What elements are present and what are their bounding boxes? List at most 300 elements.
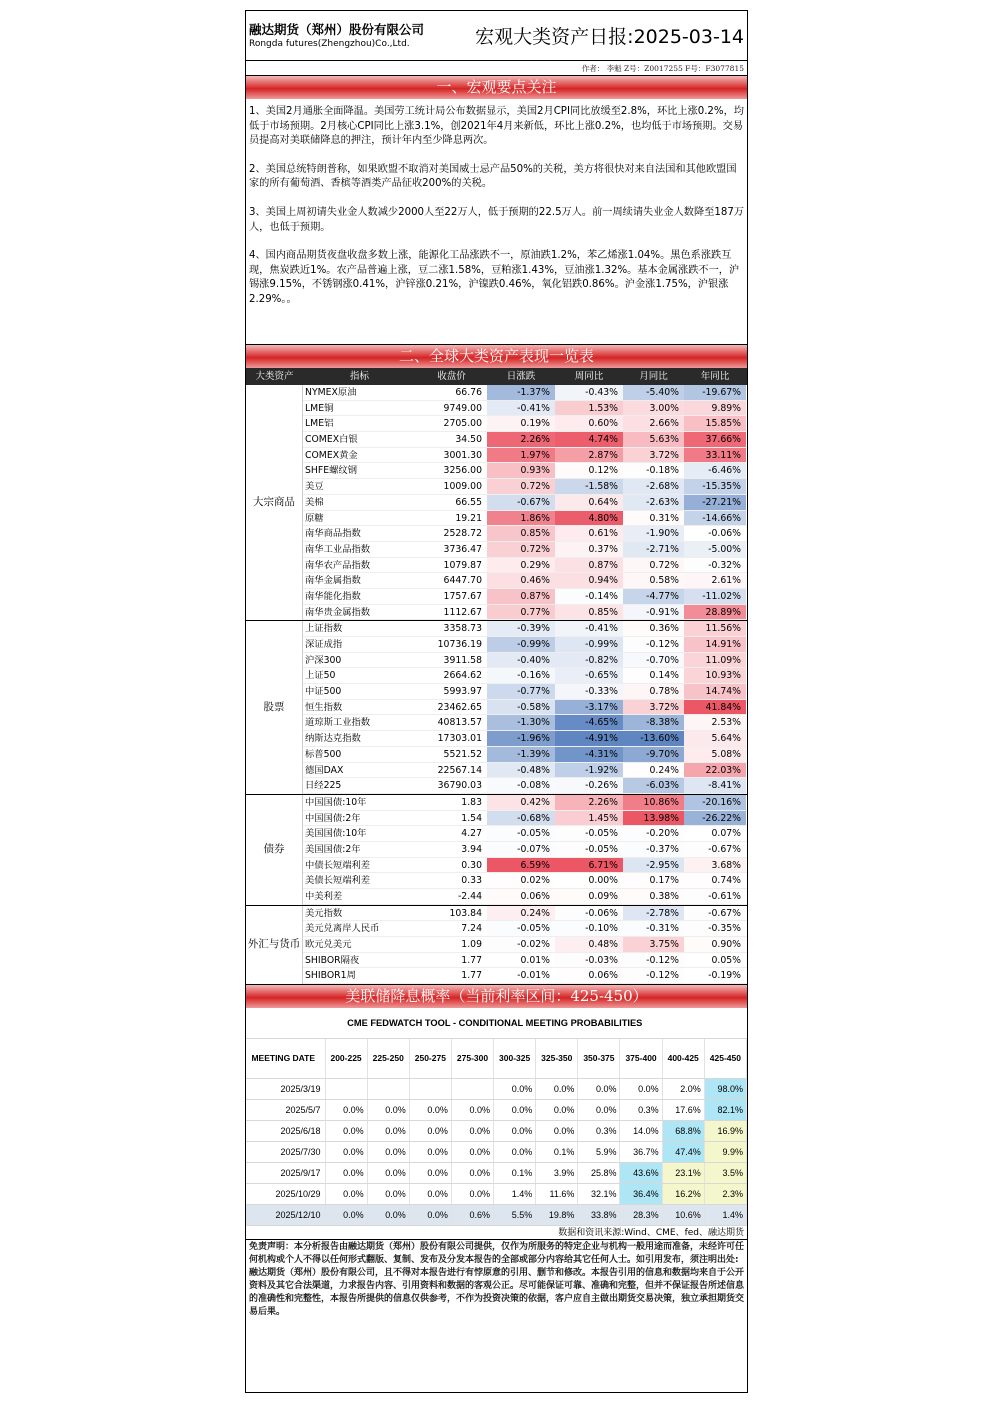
cell-value: -2.68%: [623, 479, 684, 494]
cell-value: 11.09%: [684, 653, 746, 668]
cme-column-header: 350-375: [578, 1038, 620, 1078]
cell-value: 2528.72: [443, 528, 482, 540]
report-header: [246, 11, 747, 61]
table-row: [303, 842, 747, 858]
cell-value: 0.31%: [649, 512, 679, 524]
cell-value: -6.46%: [684, 463, 746, 478]
cell-value: 0.60%: [555, 416, 623, 431]
cell-value: -0.12%: [646, 639, 679, 650]
probability-cell: 0.0%: [494, 1120, 536, 1141]
cell-value: -8.38%: [623, 715, 684, 730]
cell-value: 5.08%: [684, 747, 746, 762]
cell-value: -0.05%: [585, 828, 618, 840]
cell-value: 34.50: [455, 434, 482, 446]
cell-value: -5.40%: [623, 385, 684, 400]
cell-value: -0.40%: [487, 653, 555, 668]
indicator-name: 沪深300: [305, 654, 342, 666]
cell-value: -0.67%: [708, 843, 741, 855]
asset-group: [246, 385, 747, 621]
cell-value: 3256.00: [443, 465, 482, 477]
cell-value: 0.12%: [588, 465, 618, 477]
asset-table: [246, 385, 747, 985]
probability-cell: 19.8%: [536, 1204, 578, 1225]
cell-value: -0.14%: [585, 590, 618, 602]
cell-value: -0.37%: [646, 843, 679, 855]
cell-value: -0.48%: [487, 763, 555, 778]
probability-cell: 0.0%: [409, 1183, 451, 1204]
probability-cell: 23.1%: [662, 1162, 704, 1183]
cme-row: [246, 1183, 747, 1204]
table-row: [303, 495, 747, 511]
table-row: [303, 826, 747, 842]
cell-value: -0.20%: [646, 828, 679, 840]
table-row: [303, 778, 747, 794]
indicator-name: 南华金属指数: [305, 575, 361, 587]
cell-value: -4.31%: [555, 747, 623, 762]
cell-value: -0.35%: [708, 923, 741, 935]
cell-value: 3.72%: [623, 448, 684, 463]
probability-cell: 0.0%: [409, 1204, 451, 1225]
cell-value: 4.80%: [555, 511, 623, 526]
news-item: 1、美国2月通胀全面降温。美国劳工统计局公布数据显示，美国2月CPI同比放缓至2.8%，环比上涨0.2%，均低于市场预期。2月核心CPI同比上涨3.1%，创2021年4月来新低，环比上涨0.2%，也均低于市场预期。交易员提高对美联储降息的押注，预计年内至少降息两次。: [249, 106, 744, 147]
cell-value: 0.64%: [555, 495, 623, 510]
probability-cell: 0.0%: [325, 1162, 367, 1183]
cme-fedwatch-panel: [246, 1008, 747, 1226]
probability-cell: 0.0%: [578, 1078, 620, 1099]
cell-value: -15.35%: [684, 479, 746, 494]
cell-value: 1757.67: [443, 590, 482, 602]
cell-value: -0.39%: [487, 621, 555, 636]
indicator-name: COMEX黄金: [305, 449, 358, 461]
cell-value: 3.94: [461, 843, 482, 855]
probability-cell: 33.8%: [578, 1204, 620, 1225]
cell-value: 36790.03: [437, 780, 482, 792]
probability-cell: 0.0%: [367, 1183, 409, 1204]
cell-value: 5.63%: [623, 432, 684, 447]
probability-cell: 0.0%: [367, 1204, 409, 1225]
cell-value: 0.94%: [555, 573, 623, 588]
probability-cell: 0.0%: [409, 1162, 451, 1183]
cme-row: [246, 1120, 747, 1141]
probability-cell: 2.3%: [704, 1183, 746, 1204]
probability-cell: 0.3%: [578, 1120, 620, 1141]
column-header: 周同比: [574, 371, 604, 382]
cell-value: -1.37%: [487, 385, 555, 400]
probability-cell: 14.0%: [620, 1120, 662, 1141]
indicator-name: 中国国债:10年: [305, 796, 367, 808]
cell-value: -0.06%: [708, 528, 741, 540]
asset-group: [246, 621, 747, 795]
indicator-name: 恒生指数: [305, 701, 343, 713]
cell-value: 2.61%: [684, 573, 746, 588]
probability-cell: 0.0%: [536, 1120, 578, 1141]
probability-cell: 1.4%: [494, 1183, 536, 1204]
news-item: 2、美国总统特朗普称，如果欧盟不取消对美国威士忌产品50%的关税，美方将很快对来自法国和其他欧盟国家的所有葡萄酒、香槟等酒类产品征收200%的关税。: [249, 163, 737, 190]
indicator-name: 原糖: [305, 512, 324, 524]
table-row: [303, 889, 747, 905]
cme-fedwatch-table: [246, 1008, 747, 1226]
cell-value: 66.55: [455, 496, 482, 508]
disclaimer: 免责声明：本分析报告由融达期货（郑州）股份有限公司提供，仅作为所服务的特定企业与机构一般用途而准备，未经许可任何机构或个人不得以任何形式翻版、复制、发布及分发本报告的全部或部分内容给其它任何人士。如引用发布，须注明出处:融达期货（郑州）股份有限公司，且不得对本报告进行有悖原意的引用、删节和修改。本报告引用的信息和数据均来自于公开资料及其它合法渠道，力求报告内容、引用资料和数据的客观公正。尽可能保证可靠、准确和完整，但并不保证报告所述信息的准确性和完整性，本报告所提供的信息仅供参考，不作为投资决策的依据，客户应自主做出期货交易决策，独立承担期货交易后果。: [249, 1242, 745, 1318]
table-row: [303, 526, 747, 542]
cell-value: -0.16%: [487, 668, 555, 683]
probability-cell: 17.6%: [662, 1099, 704, 1120]
group-rows: [303, 795, 747, 905]
cell-value: 5993.97: [443, 686, 482, 698]
indicator-name: 中美利差: [305, 891, 343, 902]
probability-cell: 0.0%: [620, 1078, 662, 1099]
cell-value: -0.99%: [555, 637, 623, 652]
cell-value: -9.70%: [623, 747, 684, 762]
probability-cell: 3.5%: [704, 1162, 746, 1183]
probability-cell: 0.1%: [494, 1162, 536, 1183]
cell-value: -0.58%: [487, 700, 555, 715]
cell-value: 11.56%: [684, 621, 746, 636]
probability-cell: 82.1%: [704, 1099, 746, 1120]
indicator-name: SHIBOR1周: [305, 970, 356, 982]
cell-value: 1.54: [461, 812, 482, 824]
cell-value: 17303.01: [437, 733, 482, 745]
cell-value: -0.05%: [517, 828, 550, 840]
cell-value: -0.12%: [646, 970, 679, 982]
cell-value: 0.72%: [623, 558, 684, 573]
cell-value: -0.05%: [585, 843, 618, 855]
company-block: [246, 22, 436, 50]
cme-row: [246, 1204, 747, 1225]
group-rows: [303, 621, 747, 794]
probability-cell: [451, 1078, 493, 1099]
cell-value: 0.37%: [555, 542, 623, 557]
cell-value: 0.29%: [487, 558, 555, 573]
probability-cell: 36.7%: [620, 1141, 662, 1162]
cell-value: -0.41%: [555, 621, 623, 636]
group-label: 外汇与货币: [246, 906, 303, 984]
cell-value: -0.26%: [555, 778, 623, 793]
cell-value: 0.06%: [520, 891, 550, 902]
probability-cell: 0.0%: [325, 1099, 367, 1120]
cell-value: 0.24%: [487, 906, 555, 921]
cme-column-header: 275-300: [451, 1038, 493, 1078]
cell-value: 0.36%: [649, 623, 679, 635]
cell-value: 3.68%: [684, 858, 746, 873]
indicator-name: 南华商品指数: [305, 528, 361, 540]
section-title-assets: 二、全球大类资产表现一览表: [246, 345, 747, 368]
cell-value: 1.77: [461, 954, 482, 966]
cme-row: [246, 1099, 747, 1120]
cell-value: 3001.30: [443, 449, 482, 461]
cell-value: 0.61%: [555, 526, 623, 541]
probability-cell: 0.3%: [620, 1099, 662, 1120]
meeting-date: 2025/6/18: [246, 1120, 325, 1141]
probability-cell: 0.0%: [494, 1099, 536, 1120]
table-row: [303, 968, 747, 984]
indicator-name: 美豆: [305, 481, 324, 493]
cell-value: 4.27: [461, 828, 482, 840]
cell-value: 41.84%: [684, 700, 746, 715]
column-header: 日涨跌: [506, 371, 536, 382]
asset-group: [246, 906, 747, 985]
table-row: [303, 953, 747, 969]
table-row: [303, 511, 747, 527]
cell-value: 0.30: [461, 859, 482, 871]
company-name-en: Rongda futures(Zhengzhou)Co.,Ltd.: [249, 38, 410, 49]
report-page: [245, 10, 748, 1393]
cell-value: -0.65%: [555, 668, 623, 683]
cell-value: 103.84: [449, 907, 482, 919]
cell-value: 2705.00: [443, 418, 482, 430]
company-name-cn: 融达期货（郑州）股份有限公司: [249, 21, 425, 37]
cell-value: -0.07%: [517, 843, 550, 855]
indicator-name: SHIBOR隔夜: [305, 954, 360, 966]
cell-value: 19.21: [455, 512, 482, 524]
group-label: 股票: [246, 621, 303, 794]
indicator-name: 标普500: [305, 748, 342, 760]
cell-value: -1.92%: [555, 763, 623, 778]
cell-value: -0.32%: [708, 559, 741, 571]
indicator-name: 美国国债:10年: [305, 828, 367, 840]
table-row: [303, 653, 747, 669]
cell-value: 10736.19: [437, 639, 482, 650]
indicator-name: 中债长短端利差: [305, 859, 371, 871]
cell-value: 5521.52: [443, 748, 482, 760]
cell-value: 23462.65: [437, 701, 482, 713]
report-title: 宏观大类资产日报:2025-03-14: [475, 26, 744, 48]
cell-value: -1.58%: [555, 479, 623, 494]
probability-cell: 16.2%: [662, 1183, 704, 1204]
indicator-name: 上证50: [305, 670, 336, 682]
cell-value: 6.59%: [487, 858, 555, 873]
probability-cell: 0.0%: [325, 1141, 367, 1162]
group-label: 大宗商品: [246, 385, 303, 620]
cell-value: -2.95%: [623, 858, 684, 873]
cell-value: -19.67%: [684, 385, 746, 400]
cell-value: -27.21%: [684, 495, 746, 510]
indicator-name: 纳斯达克指数: [305, 733, 361, 745]
probability-cell: 0.0%: [325, 1183, 367, 1204]
cell-value: -11.02%: [684, 589, 746, 604]
table-row: [303, 573, 747, 589]
probability-cell: 5.9%: [578, 1141, 620, 1162]
indicator-name: 中证500: [305, 686, 342, 698]
probability-cell: 32.1%: [578, 1183, 620, 1204]
cell-value: 0.19%: [487, 416, 555, 431]
cell-value: 0.93%: [487, 463, 555, 478]
cell-value: 0.09%: [588, 891, 618, 902]
cell-value: 3.75%: [623, 937, 684, 952]
probability-cell: 0.6%: [451, 1204, 493, 1225]
cell-value: 66.76: [455, 387, 482, 398]
cell-value: 22.03%: [684, 763, 746, 778]
cell-value: 7.24: [461, 923, 482, 935]
cme-title-row: [246, 1008, 747, 1038]
cell-value: 3911.58: [443, 654, 482, 666]
cell-value: -5.00%: [684, 542, 746, 557]
cme-column-header: 225-250: [367, 1038, 409, 1078]
cell-value: 0.78%: [623, 684, 684, 699]
indicator-name: LME铜: [305, 402, 334, 414]
cell-value: 2.26%: [487, 432, 555, 447]
cell-value: 3358.73: [443, 623, 482, 635]
cell-value: 1.09: [461, 939, 482, 951]
section-title-fed: 美联储降息概率（当前利率区间：425-450）: [246, 985, 747, 1008]
cell-value: -0.70%: [623, 653, 684, 668]
table-row: [303, 416, 747, 432]
cell-value: 0.01%: [520, 954, 550, 966]
data-source: 数据和资讯来源:Wind、CME、fed、融达期货: [246, 1226, 747, 1240]
cell-value: 0.24%: [649, 764, 679, 776]
probability-cell: 0.0%: [367, 1120, 409, 1141]
indicator-name: 日经225: [305, 780, 342, 792]
column-header: 收盘价: [437, 371, 466, 382]
cell-value: -0.08%: [487, 778, 555, 793]
cell-value: -6.03%: [623, 778, 684, 793]
cell-value: 0.46%: [487, 573, 555, 588]
cell-value: -1.90%: [623, 526, 684, 541]
indicator-name: 中国国债:2年: [305, 812, 361, 824]
cell-value: 2.87%: [555, 448, 623, 463]
cell-value: -0.67%: [708, 907, 741, 919]
cell-value: 10.86%: [623, 795, 684, 810]
cell-value: 40813.57: [437, 717, 482, 729]
indicator-name: COMEX白银: [305, 434, 358, 446]
probability-cell: 28.3%: [620, 1204, 662, 1225]
cell-value: 0.87%: [555, 558, 623, 573]
cell-value: 0.58%: [623, 573, 684, 588]
cell-value: -2.44: [457, 891, 482, 902]
cme-column-header: 200-225: [325, 1038, 367, 1078]
cell-value: 0.06%: [588, 970, 618, 982]
table-row: [303, 479, 747, 495]
probability-cell: 0.0%: [451, 1099, 493, 1120]
author-info: 作者： 李魁 Z号：Z0017255 F号：F3077815: [246, 62, 747, 76]
cell-value: -0.41%: [487, 401, 555, 416]
meeting-date: 2025/3/19: [246, 1078, 325, 1099]
table-row: [303, 401, 747, 417]
table-row: [303, 385, 747, 401]
cell-value: -0.33%: [555, 684, 623, 699]
probability-cell: 68.8%: [662, 1120, 704, 1141]
indicator-name: 美债长短端利差: [305, 875, 371, 887]
probability-cell: 0.0%: [325, 1204, 367, 1225]
cell-value: -8.41%: [684, 778, 746, 793]
cell-value: 0.87%: [487, 589, 555, 604]
section-title-macro: 一、宏观要点关注: [246, 76, 747, 99]
cell-value: -0.31%: [646, 923, 679, 935]
cme-row: [246, 1141, 747, 1162]
column-header: 大类资产: [255, 371, 294, 382]
indicator-name: 上证指数: [305, 623, 343, 635]
cme-row: [246, 1162, 747, 1183]
cell-value: -0.03%: [585, 954, 618, 966]
cell-value: 1079.87: [443, 559, 482, 571]
probability-cell: 0.1%: [536, 1141, 578, 1162]
cell-value: 0.14%: [649, 670, 679, 682]
cell-value: 1.45%: [555, 811, 623, 826]
indicator-name: 欧元兑美元: [305, 939, 352, 951]
table-row: [303, 605, 747, 621]
cell-value: -20.16%: [684, 795, 746, 810]
probability-cell: 0.0%: [494, 1078, 536, 1099]
cell-value: -0.43%: [555, 385, 623, 400]
table-row: [303, 811, 747, 827]
cell-value: 1.86%: [487, 511, 555, 526]
table-row: [303, 621, 747, 637]
cell-value: 1.97%: [487, 448, 555, 463]
cme-column-header: 250-275: [409, 1038, 451, 1078]
probability-cell: 0.0%: [325, 1120, 367, 1141]
indicator-name: 南华工业品指数: [305, 543, 371, 555]
cell-value: 0.74%: [711, 875, 741, 887]
probability-cell: 1.4%: [704, 1204, 746, 1225]
indicator-name: 美国国债:2年: [305, 843, 361, 855]
cell-value: -0.06%: [585, 907, 618, 919]
probability-cell: [325, 1078, 367, 1099]
table-row: [303, 668, 747, 684]
group-rows: [303, 385, 747, 620]
meeting-date: 2025/10/29: [246, 1183, 325, 1204]
cell-value: 0.85%: [487, 526, 555, 541]
table-row: [303, 589, 747, 605]
cell-value: 3.00%: [623, 401, 684, 416]
cell-value: -26.22%: [684, 811, 746, 826]
cell-value: -0.01%: [517, 970, 550, 982]
cell-value: 28.89%: [684, 605, 746, 620]
indicator-name: SHFE螺纹钢: [305, 465, 358, 477]
cme-column-header: 425-450: [704, 1038, 746, 1078]
probability-cell: 0.0%: [451, 1183, 493, 1204]
probability-cell: 0.0%: [451, 1162, 493, 1183]
indicator-name: 南华农产品指数: [305, 559, 371, 571]
table-row: [303, 637, 747, 653]
cell-value: 0.42%: [487, 795, 555, 810]
table-row: [303, 700, 747, 716]
probability-cell: 0.0%: [409, 1120, 451, 1141]
table-row: [303, 858, 747, 874]
cme-column-header: MEETING DATE: [246, 1038, 325, 1078]
group-label: 债券: [246, 795, 303, 905]
indicator-name: 美元指数: [305, 907, 343, 919]
indicator-name: 美元兑离岸人民币: [305, 923, 380, 935]
cell-value: -0.18%: [646, 465, 679, 477]
cell-value: 13.98%: [623, 811, 684, 826]
probability-cell: 5.5%: [494, 1204, 536, 1225]
cell-value: -0.91%: [623, 605, 684, 620]
probability-cell: [409, 1078, 451, 1099]
probability-cell: 10.6%: [662, 1204, 704, 1225]
cell-value: -0.68%: [487, 811, 555, 826]
probability-cell: 16.9%: [704, 1120, 746, 1141]
cell-value: 0.90%: [711, 939, 741, 951]
table-row: [303, 873, 747, 889]
cell-value: -0.12%: [646, 954, 679, 966]
cell-value: 1.53%: [555, 401, 623, 416]
probability-cell: 43.6%: [620, 1162, 662, 1183]
table-row: [303, 795, 747, 811]
probability-cell: 0.0%: [409, 1099, 451, 1120]
indicator-name: 深证成指: [305, 639, 343, 650]
table-row: [303, 558, 747, 574]
news-item: 3、美国上周初请失业金人数减少2000人至22万人，低于预期的22.5万人。前一周续请失业金人数降至187万人，也低于预期。: [249, 206, 744, 233]
cell-value: -1.96%: [487, 731, 555, 746]
cme-row: [246, 1078, 747, 1099]
cell-value: -2.63%: [623, 495, 684, 510]
cell-value: -1.39%: [487, 747, 555, 762]
cell-value: 0.85%: [555, 605, 623, 620]
cell-value: 1.83: [461, 796, 482, 808]
cell-value: 14.74%: [684, 684, 746, 699]
cme-column-header: 325-350: [536, 1038, 578, 1078]
cell-value: 0.00%: [588, 875, 618, 887]
